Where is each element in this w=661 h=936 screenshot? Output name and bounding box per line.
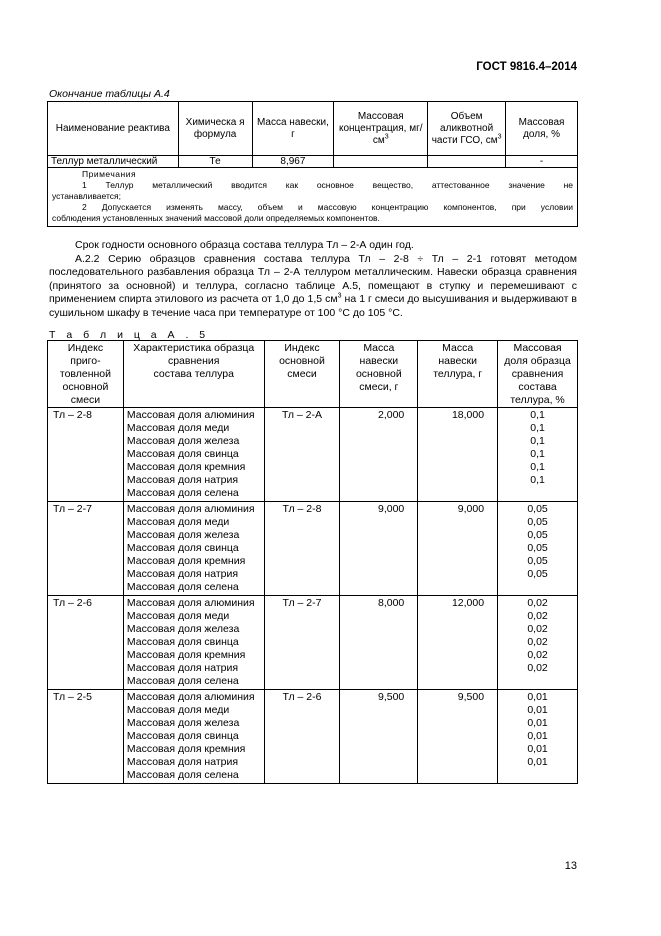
table1-header-fraction: Массовая доля, % — [506, 102, 578, 156]
table2-header-row — [48, 341, 578, 408]
characteristic-line: Массовая доля железа — [126, 717, 240, 729]
header-line: навески — [438, 355, 477, 367]
header-line: основной — [355, 368, 402, 380]
table1-cell: - — [506, 156, 578, 168]
table1-header-formula: Химическа я формула — [178, 102, 252, 156]
header-line: Массовая — [513, 342, 562, 354]
value-line: 0,01 — [527, 756, 548, 768]
value-line: 0,1 — [530, 422, 545, 434]
cell-mass-base: 8,000 — [340, 596, 418, 690]
characteristic-line: Массовая доля кремния — [126, 743, 246, 755]
characteristic-line: Массовая доля селена — [126, 581, 239, 593]
table2-header-mass-tellurium — [418, 341, 498, 408]
header-line: теллура, % — [510, 394, 565, 406]
table1-notes-row — [48, 168, 578, 227]
characteristic-line: Массовая доля селена — [126, 487, 239, 499]
header-line: смеси — [70, 394, 101, 406]
header-line: приго- — [70, 355, 101, 367]
notes-title: Примечания — [82, 169, 137, 179]
table1-notes — [48, 168, 578, 227]
value-line: 0,05 — [527, 568, 548, 580]
cell-characteristics — [123, 502, 264, 596]
value-line: 0,02 — [527, 649, 548, 661]
cell-mass-tellurium: 18,000 — [418, 408, 498, 502]
cell-mass-base: 2,000 — [340, 408, 418, 502]
cell-index: Тл – 2-5 — [48, 690, 124, 784]
cell-values — [498, 408, 578, 502]
header-line: смеси — [287, 368, 317, 380]
table1-header-concentration: Массовая концентрация, $мг/см^3$ — [334, 102, 428, 156]
cell-mass-tellurium: 9,500 — [418, 690, 498, 784]
header-line: Масса — [442, 342, 474, 354]
value-line: 0,02 — [527, 610, 548, 622]
cell-mass-tellurium: 12,000 — [418, 596, 498, 690]
header-line: смеси, г — [359, 381, 399, 393]
header-line: состава — [518, 381, 557, 393]
characteristic-line: Массовая доля алюминия — [126, 503, 255, 515]
page-number: 13 — [564, 860, 577, 872]
table-a5 — [47, 340, 578, 784]
table2-header-base-index — [264, 341, 340, 408]
cell-base-index: Тл – 2-8 — [264, 502, 340, 596]
header-line: теллура, г — [433, 368, 483, 380]
characteristic-line: Массовая доля селена — [126, 675, 239, 687]
characteristic-line: Массовая доля свинца — [126, 542, 239, 554]
value-line: 0,01 — [527, 717, 548, 729]
header-line: товленной — [59, 368, 112, 380]
document-code: ГОСТ 9816.4–2014 — [476, 61, 577, 73]
cell-base-index: Тл – 2-А — [264, 408, 340, 502]
value-line: 0,02 — [527, 662, 548, 674]
note-1a: 1 Теллур металлический вводится как основное вещество, аттестованное значение не — [82, 180, 573, 190]
characteristic-line: Массовая доля меди — [126, 422, 230, 434]
value-line: 0,01 — [527, 691, 548, 703]
header-line: основной — [62, 381, 109, 393]
characteristic-line: Массовая доля меди — [126, 610, 230, 622]
characteristic-line: Массовая доля меди — [126, 704, 230, 716]
value-line: 0,1 — [530, 435, 545, 447]
cell-values — [498, 596, 578, 690]
characteristic-line: Массовая доля кремния — [126, 461, 246, 473]
table1-header-mass: Масса навески, г — [252, 102, 334, 156]
value-line: 0,02 — [527, 623, 548, 635]
table1-caption: Окончание таблицы А.4 — [49, 88, 170, 100]
table1-cell — [334, 156, 428, 168]
characteristic-line: Массовая доля кремния — [126, 555, 246, 567]
table1-header-aliquot: Объем аликвотной части ГСО, $см^3$ — [428, 102, 506, 156]
table-row — [48, 596, 578, 690]
cell-mass-tellurium: 9,000 — [418, 502, 498, 596]
characteristic-line: Массовая доля алюминия — [126, 409, 255, 421]
table1-cell: Те — [178, 156, 252, 168]
cell-index: Тл – 2-8 — [48, 408, 124, 502]
characteristic-line: Массовая доля кремния — [126, 649, 246, 661]
value-line: 0,1 — [530, 448, 545, 460]
table-row — [48, 690, 578, 784]
note-2b: соблюдения установленных значений массовой доли определяемых компонентов. — [52, 213, 380, 223]
table1-cell: 8,967 — [252, 156, 334, 168]
cell-characteristics — [123, 690, 264, 784]
table1-cell: Теллур металлический — [48, 156, 179, 168]
table1-header-name: Наименование реактива — [48, 102, 179, 156]
characteristic-line: Массовая доля натрия — [126, 568, 239, 580]
cell-base-index: Тл – 2-7 — [264, 596, 340, 690]
paragraph-a22: А.2.2 Серию образцов сравнения состава теллура Тл – 2-8 ÷ Тл – 2-1 готовят методом последовательного разбавления образца Тл – 2-А теллуром металлическим. Навески образца сравнения (принятого за основной) и теллура, согласно таблице А.5, помещают в ступку и перемешивают с применением спирта этилового из расчета от 1,0 до 1,5 $см^3$ на 1 г смеси до высушивания и выдерживают в сушильном шкафу в течение часа при температуре от 100 °С до 105 °С. — [49, 252, 577, 319]
table2-caption: Т а б л и ц а А . 5 — [49, 329, 210, 341]
cell-values — [498, 502, 578, 596]
value-line: 0,1 — [530, 474, 545, 486]
value-line: 0,05 — [527, 503, 548, 515]
characteristic-line: Массовая доля железа — [126, 435, 240, 447]
cell-mass-base: 9,000 — [340, 502, 418, 596]
cell-index: Тл – 2-7 — [48, 502, 124, 596]
header-line: Характеристика образца — [133, 342, 255, 354]
header-line: Индекс — [67, 342, 104, 354]
table1-header-row — [48, 102, 578, 156]
table1-cell — [428, 156, 506, 168]
characteristic-line: Массовая доля свинца — [126, 448, 239, 460]
header-line: Индекс — [284, 342, 320, 354]
cell-characteristics — [123, 596, 264, 690]
table2-header-mass-base — [340, 341, 418, 408]
table2-header-index — [48, 341, 124, 408]
value-line: 0,1 — [530, 409, 545, 421]
value-line: 0,1 — [530, 461, 545, 473]
value-line: 0,01 — [527, 730, 548, 742]
table-a4-end — [47, 101, 578, 227]
body-text — [49, 239, 577, 320]
characteristic-line: Массовая доля железа — [126, 529, 240, 541]
characteristic-line: Массовая доля селена — [126, 769, 239, 781]
table2-header-characteristic — [123, 341, 264, 408]
characteristic-line: Массовая доля железа — [126, 623, 240, 635]
characteristic-line: Массовая доля натрия — [126, 474, 239, 486]
header-line: доля образца — [504, 355, 571, 367]
value-line: 0,02 — [527, 597, 548, 609]
header-line: сравнения — [511, 368, 564, 380]
characteristic-line: Массовая доля алюминия — [126, 597, 255, 609]
table-row — [48, 156, 578, 168]
value-line: 0,05 — [527, 555, 548, 567]
characteristic-line: Массовая доля натрия — [126, 756, 239, 768]
header-line: состава теллура — [153, 368, 234, 380]
header-line: Масса — [363, 342, 395, 354]
characteristic-line: Массовая доля натрия — [126, 662, 239, 674]
value-line: 0,05 — [527, 516, 548, 528]
note-1b: устанавливается; — [52, 191, 121, 201]
header-line: сравнения — [167, 355, 220, 367]
cell-base-index: Тл – 2-6 — [264, 690, 340, 784]
table2-header-mass-fraction — [498, 341, 578, 408]
value-line: 0,02 — [527, 636, 548, 648]
value-line: 0,01 — [527, 743, 548, 755]
value-line: 0,05 — [527, 529, 548, 541]
cell-values — [498, 690, 578, 784]
header-line: основной — [279, 355, 325, 367]
note-2a: 2 Допускается изменять массу, объем и массовую концентрацию компонентов, при условии — [82, 202, 573, 212]
cell-index: Тл – 2-6 — [48, 596, 124, 690]
characteristic-line: Массовая доля меди — [126, 516, 230, 528]
characteristic-line: Массовая доля алюминия — [126, 691, 255, 703]
table-row — [48, 408, 578, 502]
characteristic-line: Массовая доля свинца — [126, 636, 239, 648]
value-line: 0,05 — [527, 542, 548, 554]
paragraph-shelf-life: Срок годности основного образца состава теллура Тл – 2-А один год. — [75, 239, 414, 251]
characteristic-line: Массовая доля свинца — [126, 730, 239, 742]
cell-mass-base: 9,500 — [340, 690, 418, 784]
value-line: 0,01 — [527, 704, 548, 716]
table2-body — [48, 408, 578, 784]
header-line: навески — [359, 355, 399, 367]
table-row — [48, 502, 578, 596]
cell-characteristics — [123, 408, 264, 502]
